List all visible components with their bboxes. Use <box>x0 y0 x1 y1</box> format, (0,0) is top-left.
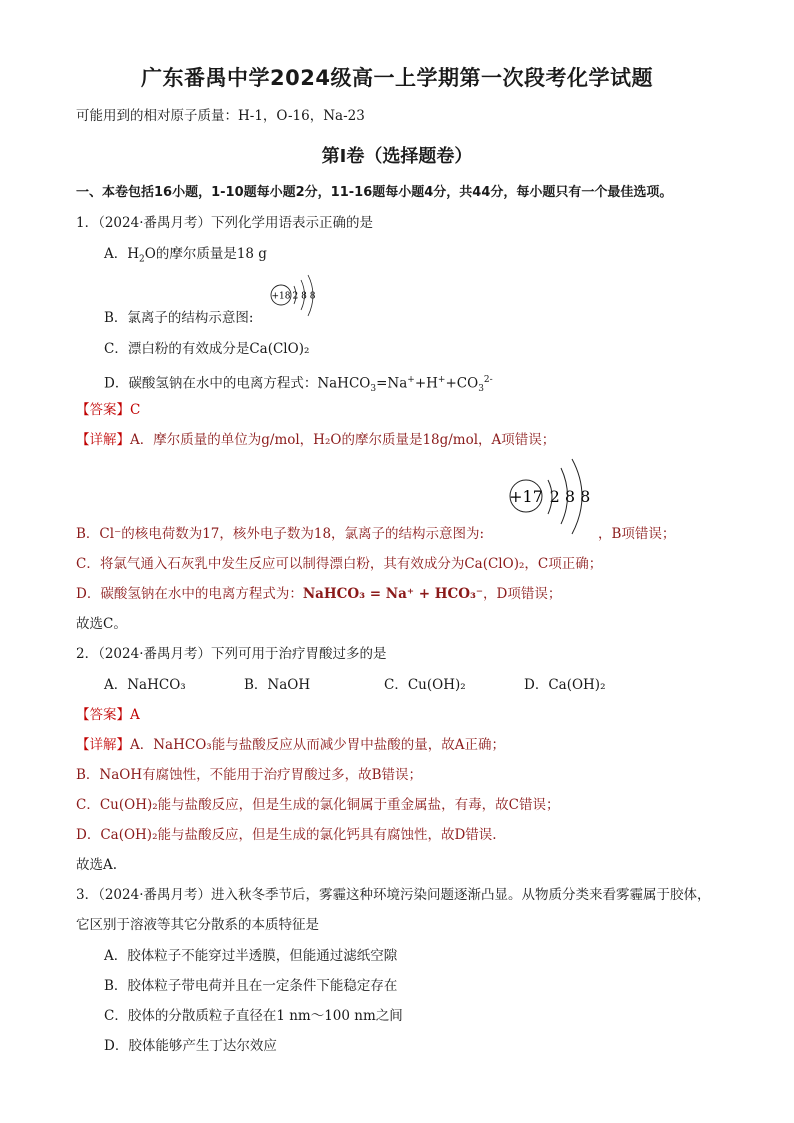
answer-value: C <box>130 402 141 418</box>
q1-option-c: C．漂白粉的有效成分是Ca(ClO)₂ <box>104 341 310 357</box>
q1-conclusion: 故选C。 <box>76 616 127 632</box>
chloride-ion-diagram-small <box>268 272 324 322</box>
q1-option-d-sup1: + <box>407 375 415 385</box>
answer-value: A <box>130 707 140 723</box>
shell-electrons: 2 8 8 <box>292 291 316 302</box>
q3-option-d: D．胶体能够产生丁达尔效应 <box>104 1038 277 1054</box>
detail-text: A．NaHCO₃能与盐酸反应从而减少胃中盐酸的量，故A正确； <box>130 737 505 753</box>
q1-detail-d <box>76 585 561 603</box>
detail-label: 【详解】 <box>76 737 130 753</box>
chloride-ion-diagram-large <box>506 456 598 538</box>
q1-option-a-suffix: O的摩尔质量是18 g <box>144 246 267 262</box>
q2-stem: 2．（2024·番禺月考）下列可用于治疗胃酸过多的是 <box>76 646 387 662</box>
nucleus-charge: +17 <box>509 487 543 506</box>
q1-detail-c: C．将氯气通入石灰乳中发生反应可以制得漂白粉，其有效成分为Ca(ClO)₂，C项正确； <box>76 556 603 572</box>
q2-option-a: A．NaHCO₃ <box>104 677 186 693</box>
q3-option-b: B．胶体粒子带电荷并且在一定条件下能稳定存在 <box>104 978 398 994</box>
q1-option-a-sub: 2 <box>139 254 145 265</box>
q1-option-b: B．氯离子的结构示意图: <box>104 310 254 326</box>
shell-electrons: 2 8 8 <box>549 487 591 506</box>
q1-option-a <box>104 245 267 269</box>
atomic-mass-note: 可能用到的相对原子质量：H-1，O-16，Na-23 <box>76 108 365 124</box>
q2-option-c: C．Cu(OH)₂ <box>384 677 466 693</box>
detail-label: 【详解】 <box>76 432 130 448</box>
detail-d-pre: D．碳酸氢钠在水中的电离方程式为： <box>76 586 303 602</box>
q3-option-a: A．胶体粒子不能穿过半透膜，但能通过滤纸空隙 <box>104 948 398 964</box>
nucleus-charge: +18 <box>271 291 291 302</box>
q1-option-a-prefix: A．H <box>104 246 140 262</box>
detail-d-post: ，D项错误； <box>483 586 562 602</box>
q2-detail-b: B．NaOH有腐蚀性，不能用于治疗胃酸过多，故B错误； <box>76 767 423 783</box>
detail-text: A．摩尔质量的单位为g/mol，H₂O的摩尔质量是18g/mol，A项错误； <box>130 432 556 448</box>
detail-d-equation: NaHCO₃ = Na⁺ + HCO₃⁻ <box>302 586 484 602</box>
q2-conclusion: 故选A. <box>76 857 118 873</box>
q1-option-d-sup2: + <box>437 375 446 385</box>
q3-option-c: C．胶体的分散质粒子直径在1 nm～100 nm之间 <box>104 1008 403 1024</box>
q2-detail-d: D．Ca(OH)₂能与盐酸反应，但是生成的氯化钙具有腐蚀性，故D错误. <box>76 827 497 843</box>
detail-b-pre: B．Cl⁻的核电荷数为17，核外电子数为18，氯离子的结构示意图为: <box>76 526 485 542</box>
exam-title: 广东番禺中学2024级高一上学期第一次段考化学试题 <box>141 66 653 90</box>
q2-detail-a <box>76 736 505 754</box>
q1-option-d-prefix: D．碳酸氢钠在水中的电离方程式：NaHCO <box>104 375 371 392</box>
q1-detail-b <box>76 525 484 543</box>
q2-option-d: D．Ca(OH)₂ <box>524 677 606 693</box>
q2-option-b: B．NaOH <box>244 677 311 693</box>
q3-stem-line1: 3．（2024·番禺月考）进入秋冬季节后，雾霾这种环境污染问题逐渐凸显。从物质分类来看雾霾属于胶体， <box>76 887 711 903</box>
q2-answer <box>76 706 140 724</box>
answer-label: 【答案】 <box>76 707 130 723</box>
q1-option-d-mid2: +H <box>414 375 438 392</box>
q1-option-d-sub: 3 <box>370 384 377 395</box>
section-instruction: 一、本卷包括16小题，1-10题每小题2分，11-16题每小题4分，共44分，每小题只有一个最佳选项。 <box>76 185 673 200</box>
q1-option-d <box>104 371 493 398</box>
q1-detail-b-post: ，B项错误； <box>598 526 676 542</box>
q1-option-d-mid: =Na <box>376 375 408 392</box>
section-title: 第I卷（选择题卷） <box>321 146 473 167</box>
q1-answer <box>76 401 140 419</box>
q1-stem: 1．（2024·番禺月考）下列化学用语表示正确的是 <box>76 215 373 231</box>
q1-option-d-sup3: 2- <box>483 375 493 385</box>
answer-label: 【答案】 <box>76 402 130 418</box>
q2-detail-c: C．Cu(OH)₂能与盐酸反应，但是生成的氯化铜属于重金属盐，有毒，故C错误； <box>76 797 560 813</box>
q1-option-d-mid3: +CO <box>445 375 479 392</box>
q1-option-d-sub2: 3 <box>478 384 484 395</box>
q3-stem-line2: 它区别于溶液等其它分散系的本质特征是 <box>76 917 319 933</box>
q1-detail-a <box>76 431 555 449</box>
